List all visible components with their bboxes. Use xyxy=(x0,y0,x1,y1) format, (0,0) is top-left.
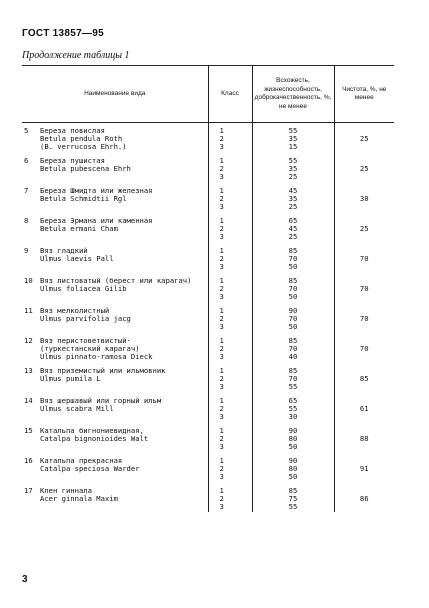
germination-value: 50 xyxy=(288,292,298,301)
species-name-latin: Catalpa speciosa Warder xyxy=(40,464,140,473)
germination-value: 35 xyxy=(288,134,298,143)
table-row xyxy=(22,272,394,302)
germination-value: 90 xyxy=(288,456,298,465)
germination-value: 35 xyxy=(288,194,298,203)
class-value: 2 xyxy=(219,314,224,323)
germination-cell xyxy=(252,362,334,392)
table-row xyxy=(22,422,394,452)
table-row xyxy=(22,482,394,512)
species-name-latin xyxy=(40,203,153,211)
species-name-ru: Катальпа прекрасная xyxy=(40,456,123,465)
class-value: 3 xyxy=(219,172,224,181)
table-row xyxy=(22,152,394,182)
species-cell xyxy=(22,212,208,242)
class-value: 2 xyxy=(219,224,224,233)
class-value: 1 xyxy=(219,336,224,345)
species-name-ru: Вяз приземистый или ильмовник xyxy=(40,366,166,375)
table-row xyxy=(22,332,394,362)
germination-value: 50 xyxy=(288,322,298,331)
germination-value: 90 xyxy=(288,426,298,435)
purity-value: 86 xyxy=(334,482,394,512)
species-name-latin: Ulmus foliacea Gilib xyxy=(40,284,127,293)
germination-value: 65 xyxy=(288,396,298,405)
row-number: 15 xyxy=(24,426,33,435)
germination-value: 50 xyxy=(288,442,298,451)
purity-value: 85 xyxy=(334,362,394,392)
germination-value: 40 xyxy=(288,352,298,361)
germination-value: 45 xyxy=(288,186,298,195)
species-name-ru: Вяз мелколистный xyxy=(40,306,110,315)
species-name-latin: Acer ginnala Maxim xyxy=(40,494,118,503)
class-cell xyxy=(208,272,252,302)
class-value: 2 xyxy=(219,374,224,383)
class-value: 3 xyxy=(219,472,224,481)
class-value: 3 xyxy=(219,142,224,151)
species-name-latin xyxy=(40,413,161,421)
species-cell xyxy=(22,302,208,332)
species-name-latin: Betula pubescena Ehrh xyxy=(40,164,131,173)
class-cell xyxy=(208,332,252,362)
class-value: 1 xyxy=(219,426,224,435)
purity-value: 70 xyxy=(334,242,394,272)
class-cell xyxy=(208,392,252,422)
class-cell xyxy=(208,182,252,212)
species-name-latin: (B. verrucosa Ehrh.) xyxy=(40,142,127,151)
table-row xyxy=(22,362,394,392)
class-value: 3 xyxy=(219,292,224,301)
germination-value: 45 xyxy=(288,224,298,233)
class-value: 1 xyxy=(219,126,224,135)
germination-value: 75 xyxy=(288,494,298,503)
class-cell xyxy=(208,242,252,272)
species-name-ru: Береза Шмидта или железная xyxy=(40,186,153,195)
table-header-row xyxy=(22,66,394,123)
germination-value: 50 xyxy=(288,262,298,271)
purity-value: 61 xyxy=(334,392,394,422)
purity-value: 91 xyxy=(334,452,394,482)
germination-value: 80 xyxy=(288,434,298,443)
column-header-class: Класс xyxy=(208,66,252,123)
species-name-ru: Вяз гладкий xyxy=(40,246,88,255)
germination-value: 35 xyxy=(288,164,298,173)
germination-value: 85 xyxy=(288,336,298,345)
row-number: 7 xyxy=(24,186,29,195)
germination-value: 85 xyxy=(288,276,298,285)
row-number: 10 xyxy=(24,276,33,285)
table-row xyxy=(22,452,394,482)
germination-cell xyxy=(252,392,334,422)
class-value: 1 xyxy=(219,186,224,195)
species-name-latin: Ulmus parvifolia jacg xyxy=(40,314,131,323)
germination-value: 85 xyxy=(288,486,298,495)
class-value: 1 xyxy=(219,156,224,165)
germination-value: 90 xyxy=(288,306,298,315)
germination-value: 70 xyxy=(288,344,298,353)
germination-value: 70 xyxy=(288,254,298,263)
column-header-germination: Всхожесть, жизнеспособность, доброкачественность, %, не менее xyxy=(252,66,334,123)
species-cell xyxy=(22,182,208,212)
class-value: 3 xyxy=(219,412,224,421)
germination-value: 50 xyxy=(288,472,298,481)
germination-value: 65 xyxy=(288,216,298,225)
germination-value: 55 xyxy=(288,404,298,413)
species-cell xyxy=(22,422,208,452)
table-row xyxy=(22,302,394,332)
species-name-ru: Береза повислая xyxy=(40,126,105,135)
class-value: 2 xyxy=(219,134,224,143)
class-value: 3 xyxy=(219,502,224,511)
germination-cell xyxy=(252,332,334,362)
species-cell xyxy=(22,152,208,182)
class-value: 3 xyxy=(219,352,224,361)
species-name-ru: Катальпа бигнониевидная, xyxy=(40,426,144,435)
species-cell xyxy=(22,482,208,512)
class-value: 2 xyxy=(219,344,224,353)
species-name-latin: Ulmus laevis Pall xyxy=(40,254,114,263)
class-value: 2 xyxy=(219,404,224,413)
germination-value: 55 xyxy=(288,502,298,511)
table-row xyxy=(22,212,394,242)
table-row xyxy=(22,392,394,422)
species-name-latin xyxy=(40,473,140,481)
germination-value: 55 xyxy=(288,382,298,391)
class-value: 1 xyxy=(219,246,224,255)
species-name-latin: Ulmus scabra Mill xyxy=(40,404,114,413)
row-number: 13 xyxy=(24,366,33,375)
germination-cell xyxy=(252,272,334,302)
seed-quality-table xyxy=(22,65,394,512)
class-value: 3 xyxy=(219,322,224,331)
germination-value: 25 xyxy=(288,202,298,211)
purity-value: 30 xyxy=(334,182,394,212)
germination-cell xyxy=(252,422,334,452)
species-name-latin: Ulmus pinnato-ramosa Dieck xyxy=(40,352,153,361)
table-row xyxy=(22,123,394,153)
purity-value: 25 xyxy=(334,123,394,153)
row-number: 9 xyxy=(24,246,29,255)
germination-cell xyxy=(252,242,334,272)
species-cell xyxy=(22,242,208,272)
class-value: 3 xyxy=(219,442,224,451)
row-number: 17 xyxy=(24,486,33,495)
class-cell xyxy=(208,452,252,482)
species-name-latin xyxy=(40,233,153,241)
germination-cell xyxy=(252,212,334,242)
class-cell xyxy=(208,302,252,332)
class-cell xyxy=(208,123,252,153)
species-cell xyxy=(22,392,208,422)
species-name-latin xyxy=(40,443,148,451)
germination-value: 55 xyxy=(288,156,298,165)
species-name-latin xyxy=(40,323,131,331)
class-value: 1 xyxy=(219,306,224,315)
class-value: 1 xyxy=(219,456,224,465)
species-name-latin: Ulmus pumila L xyxy=(40,374,101,383)
row-number: 16 xyxy=(24,456,33,465)
class-cell xyxy=(208,152,252,182)
class-value: 2 xyxy=(219,284,224,293)
table-row xyxy=(22,182,394,212)
row-number: 14 xyxy=(24,396,33,405)
class-value: 1 xyxy=(219,486,224,495)
species-name-ru: Клен гиннала xyxy=(40,486,92,495)
germination-cell xyxy=(252,152,334,182)
row-number: 12 xyxy=(24,336,33,345)
class-value: 2 xyxy=(219,464,224,473)
germination-value: 30 xyxy=(288,412,298,421)
table-row xyxy=(22,242,394,272)
purity-value: 70 xyxy=(334,302,394,332)
germination-cell xyxy=(252,123,334,153)
species-name-latin: Betula pendula Roth xyxy=(40,134,123,143)
species-cell xyxy=(22,332,208,362)
row-number: 11 xyxy=(24,306,33,315)
class-value: 3 xyxy=(219,382,224,391)
table-continuation-caption: Продолжение таблицы 1 xyxy=(22,50,130,61)
class-value: 2 xyxy=(219,194,224,203)
germination-value: 25 xyxy=(288,172,298,181)
species-name-latin: Betula Schmidtii Rgl xyxy=(40,194,127,203)
germination-value: 25 xyxy=(288,232,298,241)
class-value: 3 xyxy=(219,262,224,271)
purity-value: 70 xyxy=(334,332,394,362)
class-value: 2 xyxy=(219,254,224,263)
germination-value: 80 xyxy=(288,464,298,473)
species-name-latin xyxy=(40,263,114,271)
column-header-purity: Чистота, %, не менее xyxy=(334,66,394,123)
purity-value: 88 xyxy=(334,422,394,452)
species-name-latin: (туркестанский карагач) xyxy=(40,344,140,353)
class-value: 2 xyxy=(219,494,224,503)
page-number: 3 xyxy=(22,574,28,585)
class-value: 1 xyxy=(219,396,224,405)
row-number: 5 xyxy=(24,126,29,135)
germination-cell xyxy=(252,482,334,512)
germination-value: 70 xyxy=(288,374,298,383)
class-value: 1 xyxy=(219,276,224,285)
class-value: 2 xyxy=(219,164,224,173)
class-value: 3 xyxy=(219,232,224,241)
germination-value: 85 xyxy=(288,246,298,255)
purity-value: 70 xyxy=(334,272,394,302)
germination-cell xyxy=(252,182,334,212)
class-value: 2 xyxy=(219,434,224,443)
class-value: 1 xyxy=(219,216,224,225)
purity-value: 25 xyxy=(334,212,394,242)
species-name-ru: Вяз листоватый (берест или карагач) xyxy=(40,276,192,285)
species-cell xyxy=(22,272,208,302)
species-name-latin: Betula ermani Cham xyxy=(40,224,118,233)
species-cell xyxy=(22,123,208,153)
species-cell xyxy=(22,362,208,392)
row-number: 8 xyxy=(24,216,29,225)
species-name-latin xyxy=(40,293,191,301)
species-name-latin xyxy=(40,173,131,181)
species-name-latin xyxy=(40,503,118,511)
species-name-ru: Вяз шершавый или горный ильм xyxy=(40,396,162,405)
row-number: 6 xyxy=(24,156,29,165)
germination-cell xyxy=(252,302,334,332)
species-name-ru: Вяз перистоветвистый· xyxy=(40,336,131,345)
column-header-name: Наименование вида xyxy=(22,66,208,123)
species-name-ru: Береза Эрмана или каменная xyxy=(40,216,153,225)
germination-value: 15 xyxy=(288,142,298,151)
germination-value: 70 xyxy=(288,284,298,293)
class-cell xyxy=(208,482,252,512)
species-name-ru: Береза пушистая xyxy=(40,156,105,165)
class-value: 3 xyxy=(219,202,224,211)
germination-cell xyxy=(252,452,334,482)
germination-value: 70 xyxy=(288,314,298,323)
document-header: ГОСТ 13857—95 xyxy=(22,28,105,39)
class-cell xyxy=(208,362,252,392)
germination-value: 55 xyxy=(288,126,298,135)
germination-value: 85 xyxy=(288,366,298,375)
class-value: 1 xyxy=(219,366,224,375)
class-cell xyxy=(208,422,252,452)
class-cell xyxy=(208,212,252,242)
species-cell xyxy=(22,452,208,482)
species-name-latin xyxy=(40,383,166,391)
species-name-latin: Catalpa bignonioides Walt xyxy=(40,434,149,443)
purity-value: 25 xyxy=(334,152,394,182)
